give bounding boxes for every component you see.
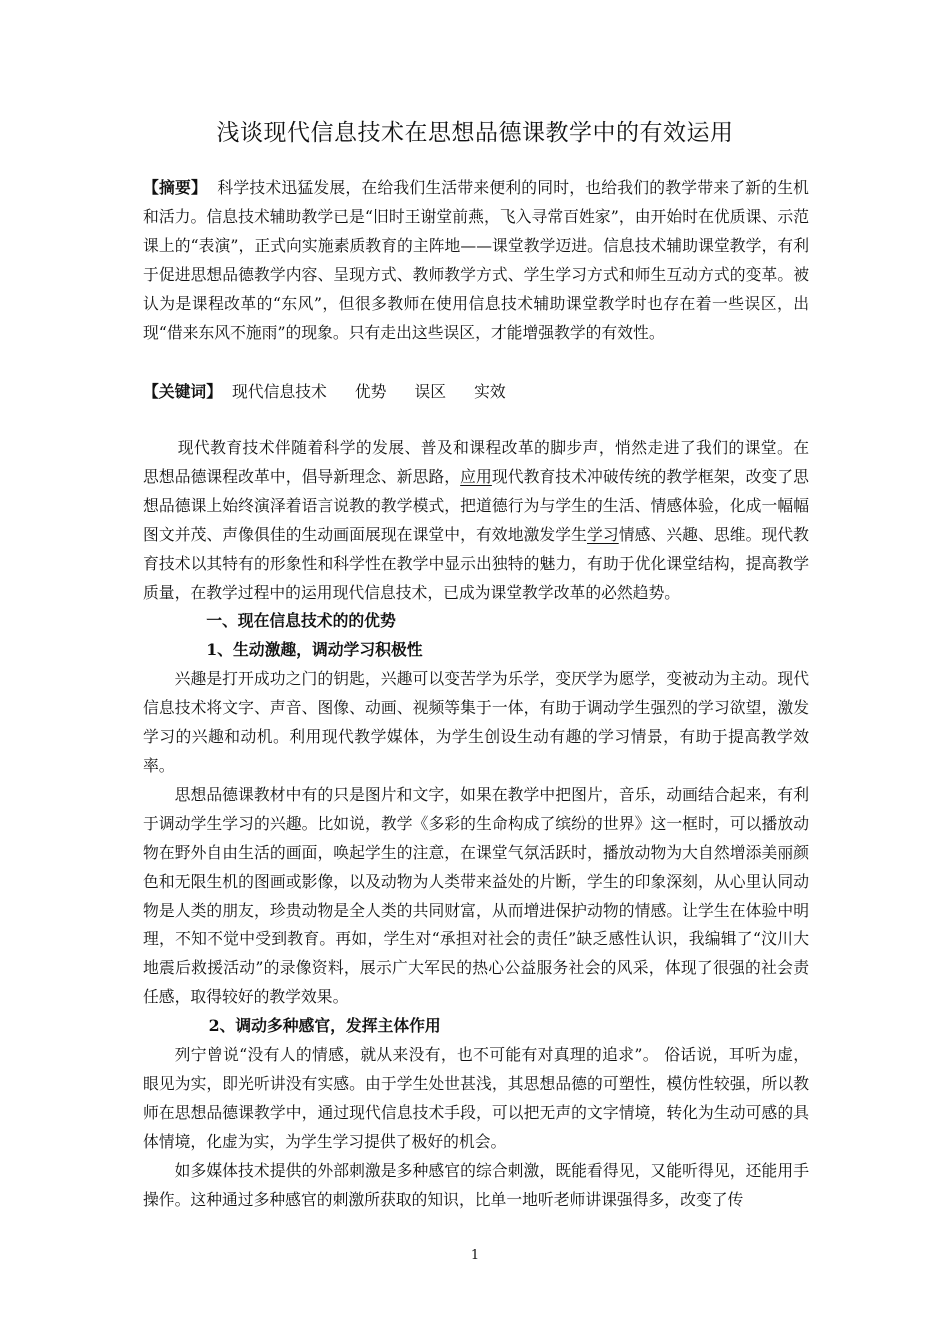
section-heading: 一、现在信息技术的的优势 xyxy=(206,611,396,631)
paragraph: 思想品德课教材中有的只是图片和文字，如果在教学中把图片，音乐，动画结合起来，有利于调动学生学习的兴趣。比如说，教学《多彩的生命构成了缤纷的世界》这一框时，可以播放动物在野外自由生活的画面，唤起学生的注意，在课堂气氛活跃时，播放动物为大自然增添美丽颜色和无限生机的图画或影像，以及动物为人类带来益处的片断，学生的印象深刻，从心里认同动物是人类的朋友，珍贵动物是全人类的共同财富，从而增进保护动物的情感。让学生在体验中明理，不知不觉中受到教育。再如，学生对“承担对社会的责任”缺乏感性认识，我编辑了“汶川大地震后救援活动”的录像资料，展示广大军民的热心公益服务社会的风采，体现了很强的社会责任感，取得较好的教学效果。 xyxy=(143,784,809,1007)
intro-text: 现代教育技术冲破传统的教学框架，改变了思想品德课上始终演泽着语言说教的教学模式，把道德行为与学生的生活、情感体验，化成一幅幅图文并茂、声像俱佳的生动画面展现在课堂中，有效地激发学生 xyxy=(143,466,809,544)
paragraph: 兴趣是打开成功之门的钥匙，兴趣可以变苦学为乐学，变厌学为愿学，变被动为主动。现代信息技术将文字、声音、图像、动画、视频等集于一体，有助于调动学生强烈的学习欲望，激发学习的兴趣和动机。利用现代教学媒体，为学生创设生动有趣的学习情景，有助于提高教学效率。 xyxy=(143,669,809,775)
keyword: 误区 xyxy=(414,382,447,401)
paragraph: 列宁曾说“没有人的情感，就从来没有，也不可能有对真理的追求”。 俗话说，耳听为虚，眼见为实，即光听讲没有实感。由于学生处世甚浅，其思想品德的可塑性，模仿性较强，所以教师在思想品德课教学中，通过现代信息技术手段，可以把无声的文字情境，转化为生动可感的具体情境，化虚为实，为学生学习提供了极好的机会。 xyxy=(143,1045,809,1151)
keyword: 实效 xyxy=(474,382,506,401)
page-number: 1 xyxy=(470,1248,480,1263)
abstract-text: 科学技术迅猛发展，在给我们生活带来便利的同时，也给我们的教学带来了新的生机和活力。信息技术辅助教学已是“旧时王谢堂前燕，飞入寻常百姓家”，由开始时在优质课、示范课上的“表演”，正式向实施素质教育的主阵地——课堂教学迈进。信息技术辅助课堂教学，有利于促进思想品德教学内容、呈现方式、教师教学方式、学生学习方式和师生互动方式的变革。被认为是课程改革的“东风”，但很多教师在使用信息技术辅助课堂教学时也存在着一些误区，出现“借来东风不施雨”的现象。只有走出这些误区，才能增强教学的有效性。 xyxy=(143,178,809,342)
keyword: 优势 xyxy=(354,382,387,401)
keywords xyxy=(143,378,809,407)
keyword: 现代信息技术 xyxy=(232,382,327,401)
link-apply[interactable]: 应用 xyxy=(460,466,492,486)
abstract xyxy=(143,174,809,347)
body-text xyxy=(143,434,809,1214)
subsection-heading: 2、调动多种感官，发挥主体作用 xyxy=(208,1016,441,1036)
keywords-label: 【关键词】 xyxy=(143,382,222,401)
intro-text: 情感、兴趣、思维。现代教育技术以其特有的形象性和科学性在教学中显示出独特的魅力，有助于优化课堂结构，提高教学质量，在教学过程中的运用现代信息技术，已成为课堂教学改革的必然趋势。 xyxy=(143,524,809,602)
paragraph: 如多媒体技术提供的外部刺激是多种感官的综合刺激，既能看得见，又能听得见，还能用手操作。这种通过多种感官的刺激所获取的知识，比单一地听老师讲课强得多，改变了传 xyxy=(143,1160,809,1209)
link-study[interactable]: 学习 xyxy=(587,524,619,544)
intro-paragraph xyxy=(143,434,809,607)
document-title: 浅谈现代信息技术在思想品德课教学中的有效运用 xyxy=(216,120,734,146)
subsection-heading: 1、生动激趣，调动学习积极性 xyxy=(206,640,423,660)
intro-text: 现代教育技术伴随着科学的发展、普及和课程改革的脚步声，悄然走进了我们的课堂。在思想品德课程改革中，倡导新理念、新思路， xyxy=(143,438,809,486)
abstract-label: 【摘要】 xyxy=(143,178,207,197)
